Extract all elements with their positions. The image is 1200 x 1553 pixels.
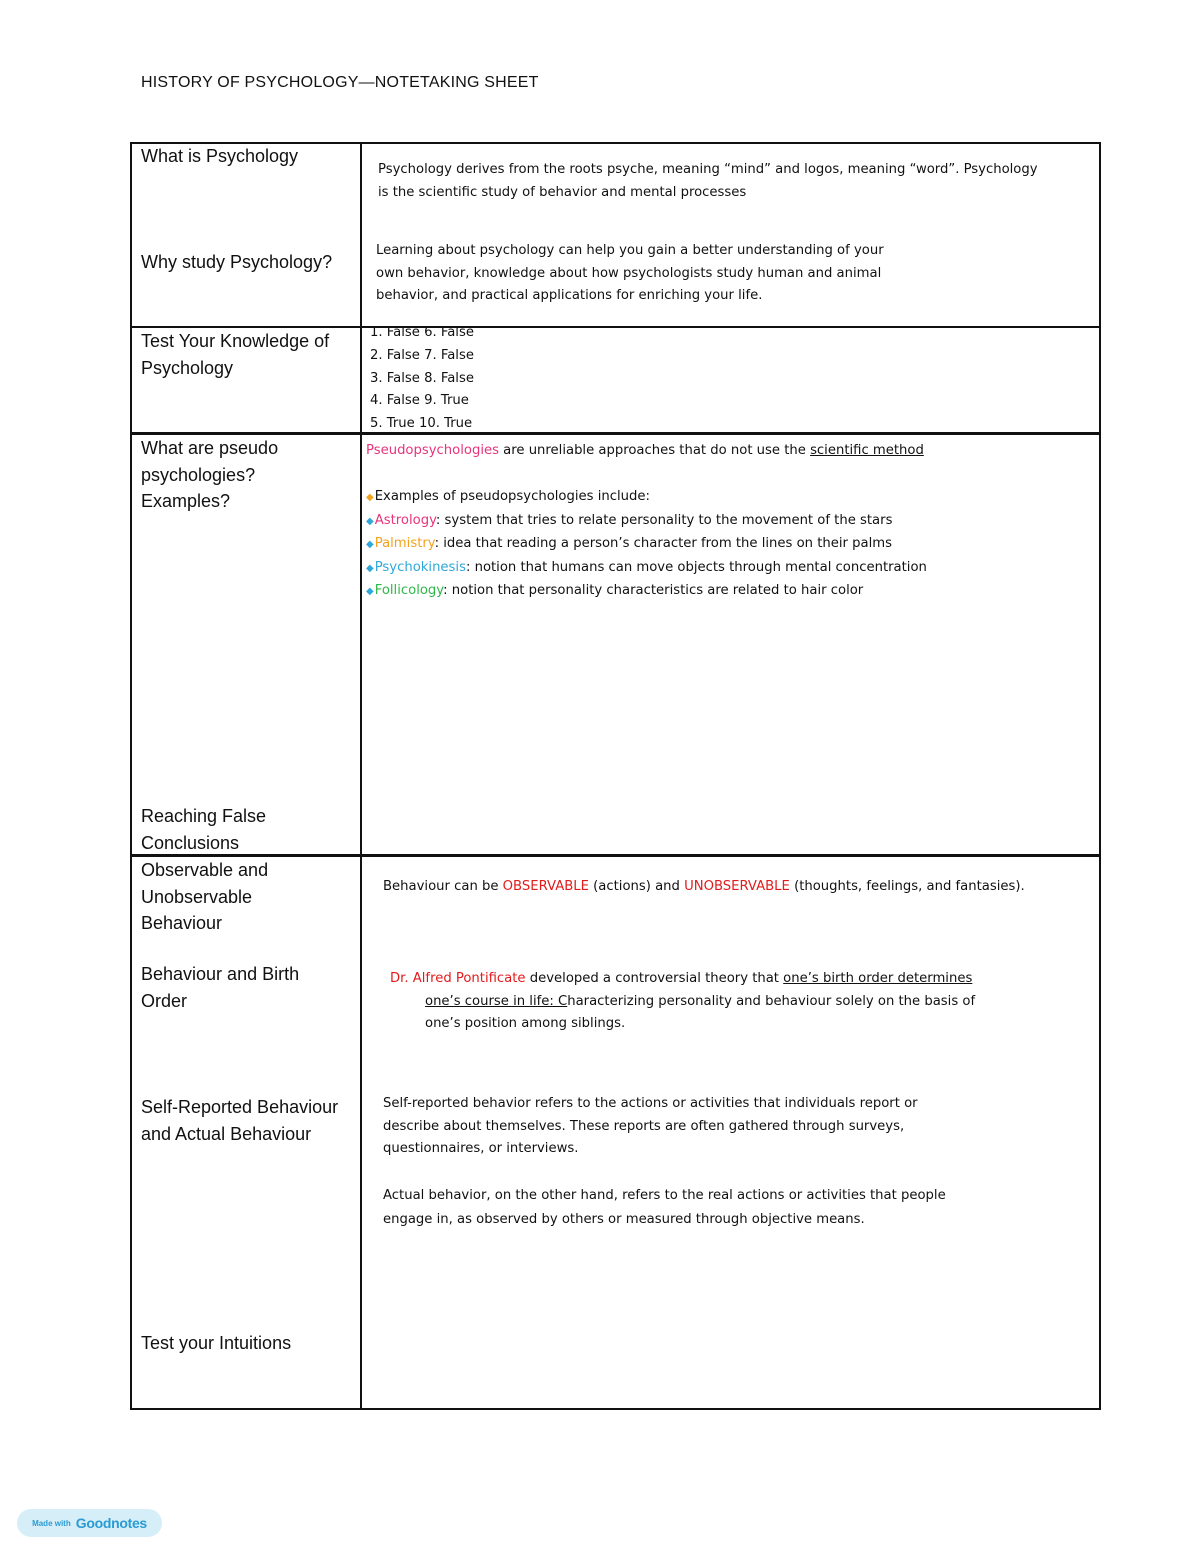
label-self-reported: Self-Reported Behaviour and Actual Behaviour [141, 1097, 339, 1144]
list-item: ◆Examples of pseudopsychologies include: [366, 489, 650, 504]
page-title: HISTORY OF PSYCHOLOGY—NOTETAKING SHEET [141, 74, 539, 91]
note-observable: Behaviour can be OBSERVABLE (actions) and UNOBSERVABLE (thoughts, feelings, and fantasies). [383, 879, 1025, 894]
list-item: 3. False 8. False [370, 370, 474, 386]
list-item: ◆Palmistry: idea that reading a person’s character from the lines on their palms [366, 536, 892, 552]
note-why-study: Learning about psychology can help you gain a better understanding of your own behavior, knowledge about how psychologists study human and animal behavior, and practical applications for enriching your life. [376, 243, 884, 304]
bullet-icon: ◆ [366, 492, 374, 503]
note-definition: Psychology derives from the roots psyche, meaning “mind” and logos, meaning “word”. Psychology is the scientific study of behavior and mental processes [378, 162, 1038, 200]
label-observable-behaviour: Observable and Unobservable Behaviour [141, 860, 269, 933]
note-answers-list [370, 322, 474, 436]
label-false-conclusions: Reaching False Conclusions [141, 806, 267, 853]
label-test-knowledge: Test Your Knowledge of Psychology [141, 331, 330, 378]
scientific-method-link: scientific method [810, 443, 924, 458]
list-item: 1. False 6. False [370, 325, 474, 340]
list-item: ◆Psychokinesis: notion that humans can move objects through mental concentration [366, 559, 927, 575]
label-what-is-psychology: What is Psychology [141, 146, 299, 166]
notetaking-table [130, 142, 1101, 1410]
list-item: 4. False 9. True [370, 393, 469, 409]
column-divider [360, 142, 362, 1410]
list-item: 2. False 7. False [370, 347, 474, 363]
note-actual-behaviour: Actual behavior, on the other hand, refers to the real actions or activities that people engage in, as observed by others or measured through objective means. [383, 1188, 946, 1227]
bullet-icon: ◆ [366, 562, 374, 574]
note-self-reported: Self-reported behavior refers to the actions or activities that individuals report or describe about themselves. These reports are often gathered through surveys, questionnaires, or interviews. [383, 1096, 918, 1157]
label-why-study: Why study Psychology? [141, 252, 333, 272]
table-border-bottom [130, 1408, 1101, 1410]
bullet-icon: ◆ [366, 586, 374, 598]
note-birth-order: Dr. Alfred Pontificate developed a controversial theory that one’s birth order determines one’s course in life: Characterizing personality and behaviour solely on the basis of one’s position among siblings. [390, 971, 976, 1032]
table-border-right [1099, 142, 1101, 1410]
list-item: ◆Follicology: notion that personality characteristics are related to hair color [366, 583, 864, 599]
list-item: ◆Astrology: system that tries to relate personality to the movement of the stars [366, 512, 893, 528]
note-pseudo-definition: Pseudopsychologies are unreliable approaches that do not use the scientific method [366, 443, 924, 458]
table-border-left [130, 142, 132, 1410]
goodnotes-badge: Made with Goodnotes [17, 1509, 162, 1537]
label-birth-order: Behaviour and Birth Order [141, 964, 300, 1011]
bullet-icon: ◆ [366, 539, 374, 551]
list-item: 5. True 10. True [370, 416, 473, 432]
goodnotes-logo: Goodnotes [75, 1515, 147, 1531]
note-pseudo-examples [366, 486, 927, 604]
label-pseudo-psychologies: What are pseudo psychologies? Examples? [141, 438, 279, 511]
label-test-intuitions: Test your Intuitions [141, 1333, 292, 1353]
bullet-icon: ◆ [366, 515, 374, 527]
